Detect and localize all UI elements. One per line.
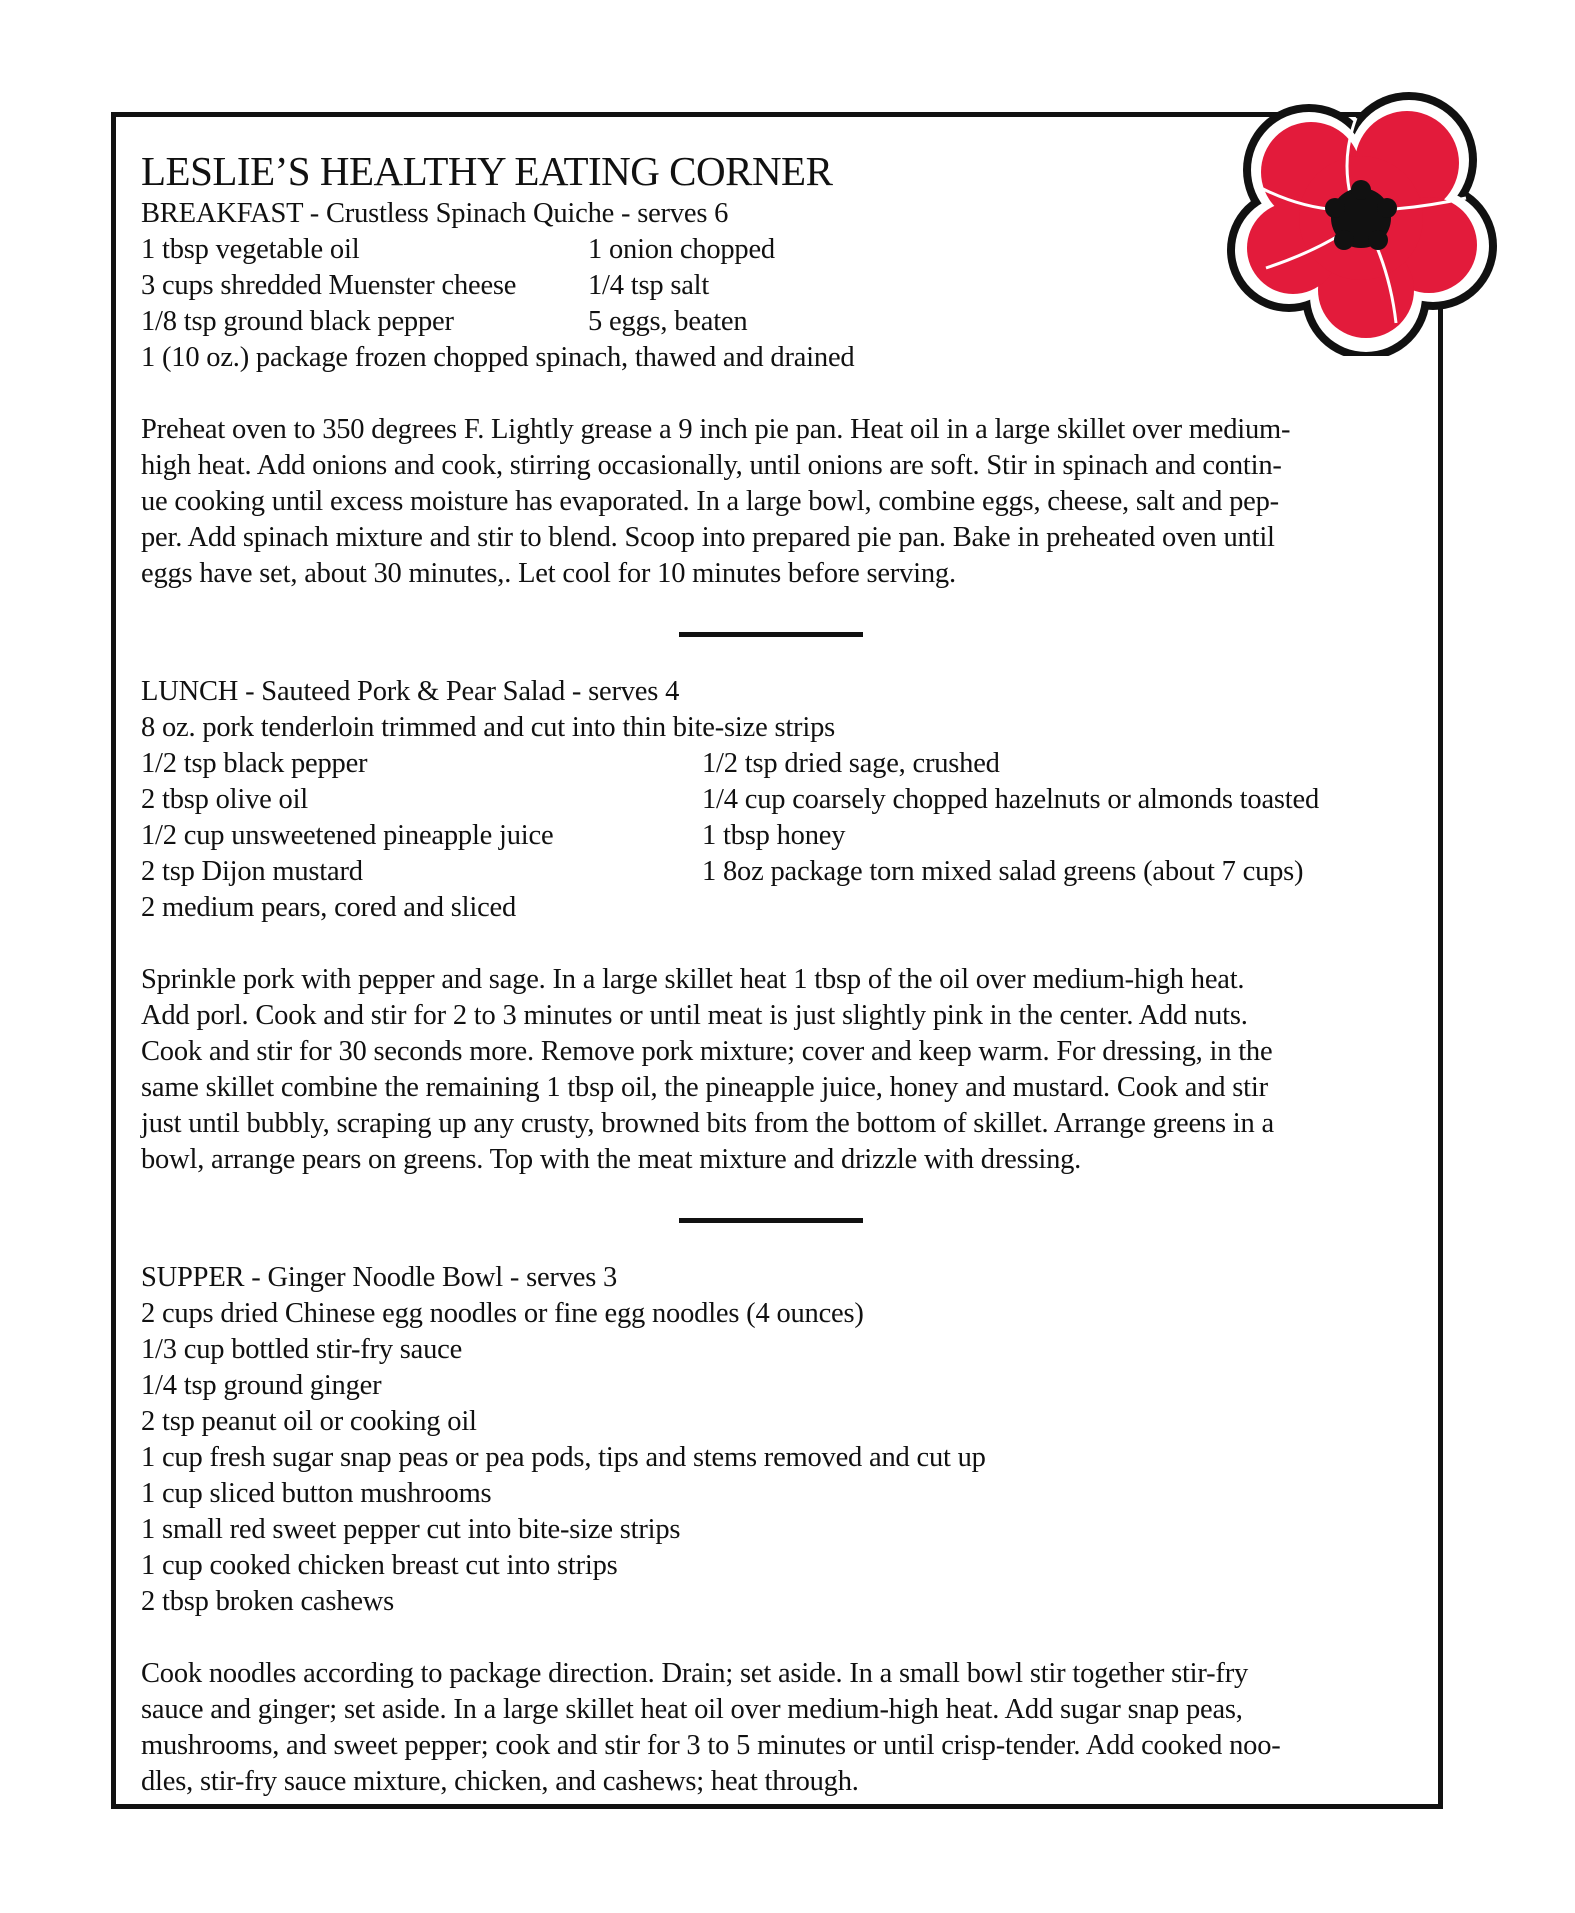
- directions-line: eggs have set, about 30 minutes,. Let cool for 10 minutes before serving.: [141, 558, 956, 589]
- ingredient: 1/4 cup coarsely chopped hazelnuts or almonds toasted: [702, 784, 1320, 815]
- directions-line: Sprinkle pork with pepper and sage. In a large skillet heat 1 tbsp of the oil over medium-high heat.: [141, 964, 1245, 995]
- ingredient-row: [141, 818, 1431, 854]
- directions-line: ue cooking until excess moisture has evaporated. In a large bowl, combine eggs, cheese, salt and pep-: [141, 486, 1279, 517]
- directions-line: Add porl. Cook and stir for 2 to 3 minutes or until meat is just slightly pink in the center. Add nuts.: [141, 1000, 1248, 1031]
- ingredient: 1 cup fresh sugar snap peas or pea pods, tips and stems removed and cut up: [141, 1442, 986, 1473]
- breakfast-heading: BREAKFAST - Crustless Spinach Quiche - serves 6: [141, 198, 729, 229]
- ingredient-row: [141, 854, 1431, 890]
- directions-line: Cook noodles according to package direction. Drain; set aside. In a small bowl stir together stir-fry: [141, 1658, 1249, 1689]
- ingredient: 2 tsp peanut oil or cooking oil: [141, 1406, 477, 1437]
- ingredient: 1 cup cooked chicken breast cut into strips: [141, 1550, 618, 1581]
- ingredient: 2 medium pears, cored and sliced: [141, 892, 517, 923]
- directions-line: Cook and stir for 30 seconds more. Remove pork mixture; cover and keep warm. For dressing, in the: [141, 1036, 1273, 1067]
- ingredient: 1/2 tsp dried sage, crushed: [702, 748, 1000, 779]
- lunch-section: [141, 674, 1431, 1178]
- ingredient-row: [141, 268, 1431, 304]
- ingredient: 1/2 tsp black pepper: [141, 748, 368, 779]
- page-title: LESLIE’S HEALTHY EATING CORNER: [141, 148, 833, 194]
- ingredient: 1 tbsp vegetable oil: [141, 234, 360, 265]
- ingredient: 1 8oz package torn mixed salad greens (about 7 cups): [702, 856, 1304, 887]
- ingredient: 1 small red sweet pepper cut into bite-size strips: [141, 1514, 681, 1545]
- ingredient-row: [141, 232, 1431, 268]
- breakfast-directions: [141, 412, 1431, 592]
- ingredient: 2 cups dried Chinese egg noodles or fine egg noodles (4 ounces): [141, 1298, 864, 1329]
- ingredient: 1/2 cup unsweetened pineapple juice: [141, 820, 554, 851]
- ingredient: 8 oz. pork tenderloin trimmed and cut into thin bite-size strips: [141, 712, 836, 743]
- section-divider: [679, 632, 863, 637]
- ingredient: 2 tbsp broken cashews: [141, 1586, 395, 1617]
- supper-heading: SUPPER - Ginger Noodle Bowl - serves 3: [141, 1262, 618, 1293]
- ingredient: 2 tsp Dijon mustard: [141, 856, 363, 887]
- breakfast-section: [141, 196, 1431, 592]
- ingredient: 1/3 cup bottled stir-fry sauce: [141, 1334, 463, 1365]
- lunch-directions: [141, 962, 1431, 1178]
- directions-line: Preheat oven to 350 degrees F. Lightly grease a 9 inch pie pan. Heat oil in a large skillet over medium-: [141, 414, 1291, 445]
- ingredient-row: [141, 304, 1431, 340]
- supper-directions: [141, 1656, 1431, 1800]
- section-divider: [679, 1218, 863, 1223]
- ingredient-row: [141, 746, 1431, 782]
- directions-line: just until bubbly, scraping up any crusty, browned bits from the bottom of skillet. Arrange greens in a: [141, 1108, 1274, 1139]
- directions-line: bowl, arrange pears on greens. Top with the meat mixture and drizzle with dressing.: [141, 1144, 1082, 1175]
- ingredient: 1 tbsp honey: [702, 820, 846, 851]
- directions-line: same skillet combine the remaining 1 tbsp oil, the pineapple juice, honey and mustard. Cook and stir: [141, 1072, 1268, 1103]
- lunch-heading: LUNCH - Sauteed Pork & Pear Salad - serves 4: [141, 676, 680, 707]
- directions-line: sauce and ginger; set aside. In a large skillet heat oil over medium-high heat. Add sugar snap peas,: [141, 1694, 1243, 1725]
- directions-line: dles, stir-fry sauce mixture, chicken, and cashews; heat through.: [141, 1766, 859, 1797]
- ingredient: 5 eggs, beaten: [588, 306, 748, 337]
- supper-section: [141, 1260, 1431, 1800]
- directions-line: high heat. Add onions and cook, stirring occasionally, until onions are soft. Stir in spinach and contin-: [141, 450, 1282, 481]
- ingredient: 1 (10 oz.) package frozen chopped spinach, thawed and drained: [141, 342, 855, 373]
- ingredient: 1/4 tsp salt: [588, 270, 710, 301]
- ingredient: 1/4 tsp ground ginger: [141, 1370, 382, 1401]
- ingredient: 3 cups shredded Muenster cheese: [141, 270, 517, 301]
- ingredient: 1 cup sliced button mushrooms: [141, 1478, 492, 1509]
- directions-line: mushrooms, and sweet pepper; cook and stir for 3 to 5 minutes or until crisp-tender. Add cooked noo-: [141, 1730, 1281, 1761]
- recipe-content: [141, 148, 1431, 1800]
- ingredient-row: [141, 782, 1431, 818]
- ingredient: 1 onion chopped: [588, 234, 775, 265]
- ingredient: 1/8 tsp ground black pepper: [141, 306, 454, 337]
- directions-line: per. Add spinach mixture and stir to blend. Scoop into prepared pie pan. Bake in preheated oven until: [141, 522, 1275, 553]
- ingredient: 2 tbsp olive oil: [141, 784, 309, 815]
